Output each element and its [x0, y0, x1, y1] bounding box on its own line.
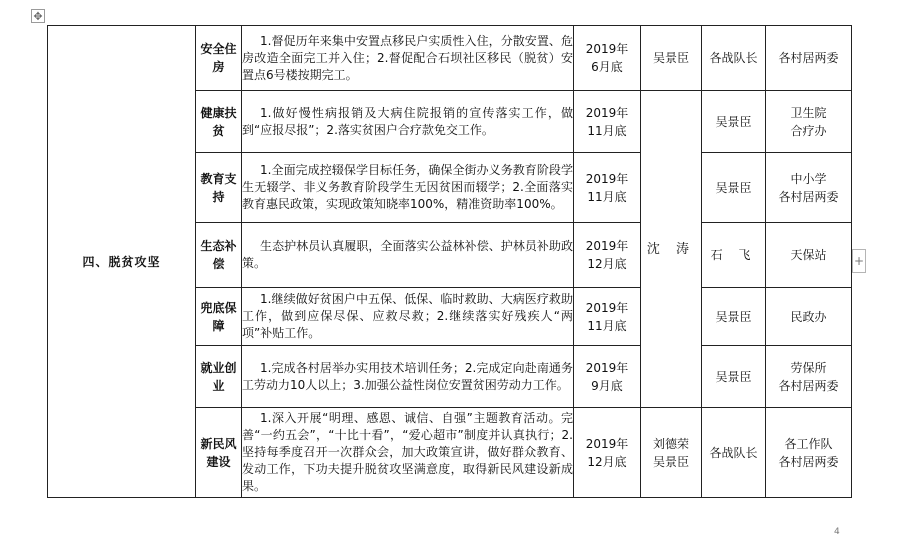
item-name: 新民风建设: [196, 408, 242, 498]
poverty-task-table: [47, 25, 852, 498]
task-content: 1.全面完成控辍保学目标任务，确保全街办义务教育阶段学生无辍学、非义务教育阶段学生无因贫困而辍学；2.全面落实教育惠民政策，实现政策知晓率100%，精准资助率100%。: [242, 153, 574, 223]
deadline: 2019年 9月底: [574, 346, 641, 408]
lead-person: 各战队长: [702, 408, 766, 498]
item-name: 生态补偿: [196, 223, 242, 288]
item-name: 健康扶贫: [196, 91, 242, 153]
item-name: 安全住房: [196, 26, 242, 91]
lead-person: 吴景臣: [702, 153, 766, 223]
deadline: 2019年 12月底: [574, 223, 641, 288]
responsible-person: 沈 涛: [641, 91, 702, 408]
table-move-handle-icon[interactable]: ✥: [31, 9, 45, 23]
responsible-unit: 卫生院 合疗办: [766, 91, 852, 153]
task-content: 1.督促历年来集中安置点移民户实质性入住，分散安置、危房改造全面完工并入住；2.督促配合石坝社区移民（脱贫）安置点6号楼按期完工。: [242, 26, 574, 91]
task-content: 生态护林员认真履职，全面落实公益林补偿、护林员补助政策。: [242, 223, 574, 288]
task-content: 1.做好慢性病报销及大病住院报销的宣传落实工作，做到“应报尽报”；2.落实贫困户合疗款免交工作。: [242, 91, 574, 153]
task-content: 1.完成各村居举办实用技术培训任务；2.完成定向赴南通务工劳动力10人以上；3.加强公益性岗位安置贫困劳动力工作。: [242, 346, 574, 408]
deadline: 2019年 6月底: [574, 26, 641, 91]
section-title: 四、脱贫攻坚: [48, 26, 196, 498]
lead-person: 各战队长: [702, 26, 766, 91]
task-content: 1.深入开展“明理、感恩、诚信、自强”主题教育活动。完善“一约五会”，“十比十看”，“爱心超市”制度并认真执行；2.坚持每季度召开一次群众会，加大政策宣讲，做好群众教育、发动工作，下功夫提升脱贫攻坚满意度，取得新民风建设新成果。: [242, 408, 574, 498]
item-name: 教育支持: [196, 153, 242, 223]
item-name: 兜底保障: [196, 288, 242, 346]
lead-person: 石 飞: [702, 223, 766, 288]
deadline: 2019年 11月底: [574, 288, 641, 346]
responsible-unit: 中小学 各村居两委: [766, 153, 852, 223]
lead-person: 吴景臣: [702, 346, 766, 408]
lead-person: 吴景臣: [702, 91, 766, 153]
table-row: [48, 26, 852, 91]
responsible-unit: 各工作队 各村居两委: [766, 408, 852, 498]
responsible-unit: 民政办: [766, 288, 852, 346]
deadline: 2019年 11月底: [574, 91, 641, 153]
responsible-unit: 天保站: [766, 223, 852, 288]
deadline: 2019年 12月底: [574, 408, 641, 498]
add-column-plus-icon[interactable]: +: [852, 249, 866, 273]
task-content: 1.继续做好贫困户中五保、低保、临时救助、大病医疗救助工作，做到应保尽保、应救尽救；2.继续落实好残疾人“两项”补贴工作。: [242, 288, 574, 346]
deadline: 2019年 11月底: [574, 153, 641, 223]
responsible-unit: 各村居两委: [766, 26, 852, 91]
responsible-person: 刘德荣 吴景臣: [641, 408, 702, 498]
responsible-person: 吴景臣: [641, 26, 702, 91]
lead-person: 吴景臣: [702, 288, 766, 346]
responsible-unit: 劳保所 各村居两委: [766, 346, 852, 408]
page-number: 4: [834, 527, 840, 537]
item-name: 就业创业: [196, 346, 242, 408]
